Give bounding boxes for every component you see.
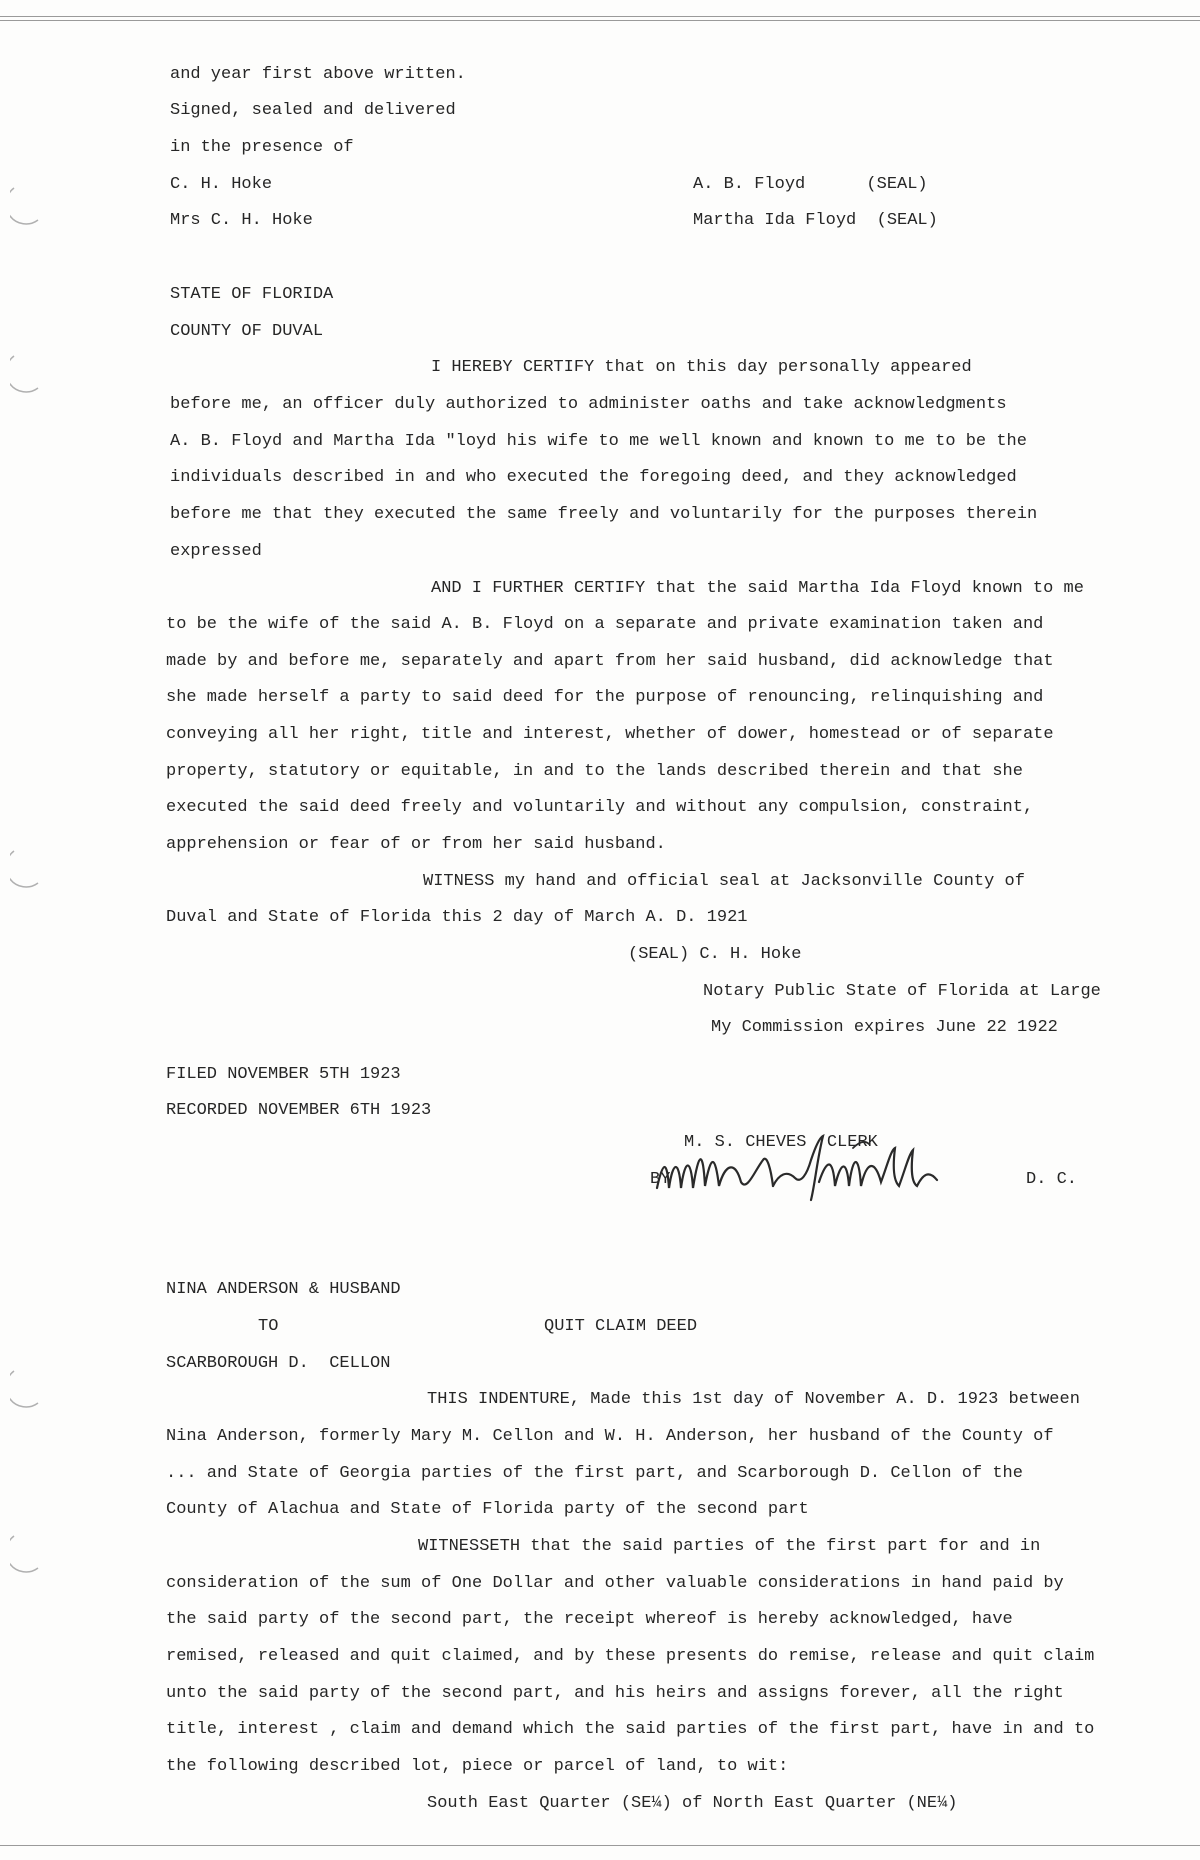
venue-county: COUNTY OF DUVAL [170, 322, 324, 341]
text-line: property, statutory or equitable, in and to the lands described therein and that she [166, 762, 1023, 781]
witness-name: Mrs C. H. Hoke [170, 211, 313, 230]
grantor-signature-line: A. B. Floyd (SEAL) [693, 175, 928, 194]
land-description: South East Quarter (SE¼) of North East Quarter (NE¼) [427, 1794, 958, 1813]
text-line: consideration of the sum of One Dollar and other valuable considerations in hand paid by [166, 1574, 1064, 1593]
grantee-heading: SCARBOROUGH D. CELLON [166, 1354, 391, 1373]
top-rule-secondary [0, 20, 1200, 21]
notary-title: Notary Public State of Florida at Large [703, 982, 1101, 1001]
binder-hole-icon [10, 1530, 44, 1574]
text-line: before me, an officer duly authorized to administer oaths and take acknowledgments [170, 395, 1007, 414]
notary-signature-line: (SEAL) C. H. Hoke [628, 945, 802, 964]
text-line: to be the wife of the said A. B. Floyd on a separate and private examination taken and [166, 615, 1044, 634]
to-label: TO [258, 1317, 279, 1336]
text-line: the said party of the second part, the receipt whereof is hereby acknowledged, have [166, 1610, 1013, 1629]
text-line: unto the said party of the second part, and his heirs and assigns forever, all the right [166, 1684, 1064, 1703]
venue-state: STATE OF FLORIDA [170, 285, 334, 304]
text-line: she made herself a party to said deed for the purpose of renouncing, relinquishing and [166, 688, 1044, 707]
document-title: QUIT CLAIM DEED [544, 1317, 698, 1336]
text-line: WITNESS my hand and official seal at Jacksonville County of [423, 872, 1025, 891]
text-line: and year first above written. [170, 65, 466, 84]
binder-hole-icon [10, 350, 44, 394]
text-line: made by and before me, separately and apart from her said husband, did acknowledge that [166, 652, 1054, 671]
grantor-heading: NINA ANDERSON & HUSBAND [166, 1280, 401, 1299]
by-label: BY [650, 1170, 671, 1189]
bottom-rule [0, 1845, 1200, 1846]
notary-commission: My Commission expires June 22 1922 [711, 1018, 1058, 1037]
clerk-name: M. S. CHEVES CLERK [684, 1133, 878, 1152]
text-line: I HEREBY CERTIFY that on this day personally appeared [431, 358, 972, 377]
text-line: Signed, sealed and delivered [170, 101, 456, 120]
text-line: Duval and State of Florida this 2 day of March A. D. 1921 [166, 908, 748, 927]
text-line: the following described lot, piece or parcel of land, to wit: [166, 1757, 789, 1776]
handwritten-signature [655, 1130, 975, 1210]
text-line: expressed [170, 542, 262, 561]
text-line: individuals described in and who executed the foregoing deed, and they acknowledged [170, 468, 1017, 487]
text-line: title, interest , claim and demand which the said parties of the first part, have in and to [166, 1720, 1095, 1739]
recorded-date: RECORDED NOVEMBER 6TH 1923 [166, 1101, 432, 1120]
text-line: A. B. Floyd and Martha Ida "loyd his wife to me well known and known to me to be the [170, 432, 1027, 451]
text-line: AND I FURTHER CERTIFY that the said Martha Ida Floyd known to me [431, 579, 1084, 598]
text-line: THIS INDENTURE, Made this 1st day of November A. D. 1923 between [427, 1390, 1080, 1409]
deputy-clerk-label: D. C. [1026, 1170, 1078, 1189]
filed-date: FILED NOVEMBER 5TH 1923 [166, 1065, 401, 1084]
text-line: conveying all her right, title and interest, whether of dower, homestead or of separate [166, 725, 1054, 744]
top-rule [0, 16, 1200, 17]
text-line: apprehension or fear of or from her said husband. [166, 835, 666, 854]
binder-hole-icon [10, 845, 44, 889]
text-line: County of Alachua and State of Florida party of the second part [166, 1500, 809, 1519]
text-line: remised, released and quit claimed, and by these presents do remise, release and quit claim [166, 1647, 1095, 1666]
witness-name: C. H. Hoke [170, 175, 273, 194]
text-line: before me that they executed the same freely and voluntarily for the purposes therein [170, 505, 1038, 524]
binder-hole-icon [10, 182, 44, 226]
text-line: in the presence of [170, 138, 354, 157]
text-line: WITNESSETH that the said parties of the first part for and in [418, 1537, 1041, 1556]
text-line: executed the said deed freely and voluntarily and without any compulsion, constraint, [166, 798, 1034, 817]
text-line: Nina Anderson, formerly Mary M. Cellon and W. H. Anderson, her husband of the County of [166, 1427, 1054, 1446]
grantor-signature-line: Martha Ida Floyd (SEAL) [693, 211, 938, 230]
binder-hole-icon [10, 1365, 44, 1409]
text-line: ... and State of Georgia parties of the first part, and Scarborough D. Cellon of the [166, 1464, 1023, 1483]
